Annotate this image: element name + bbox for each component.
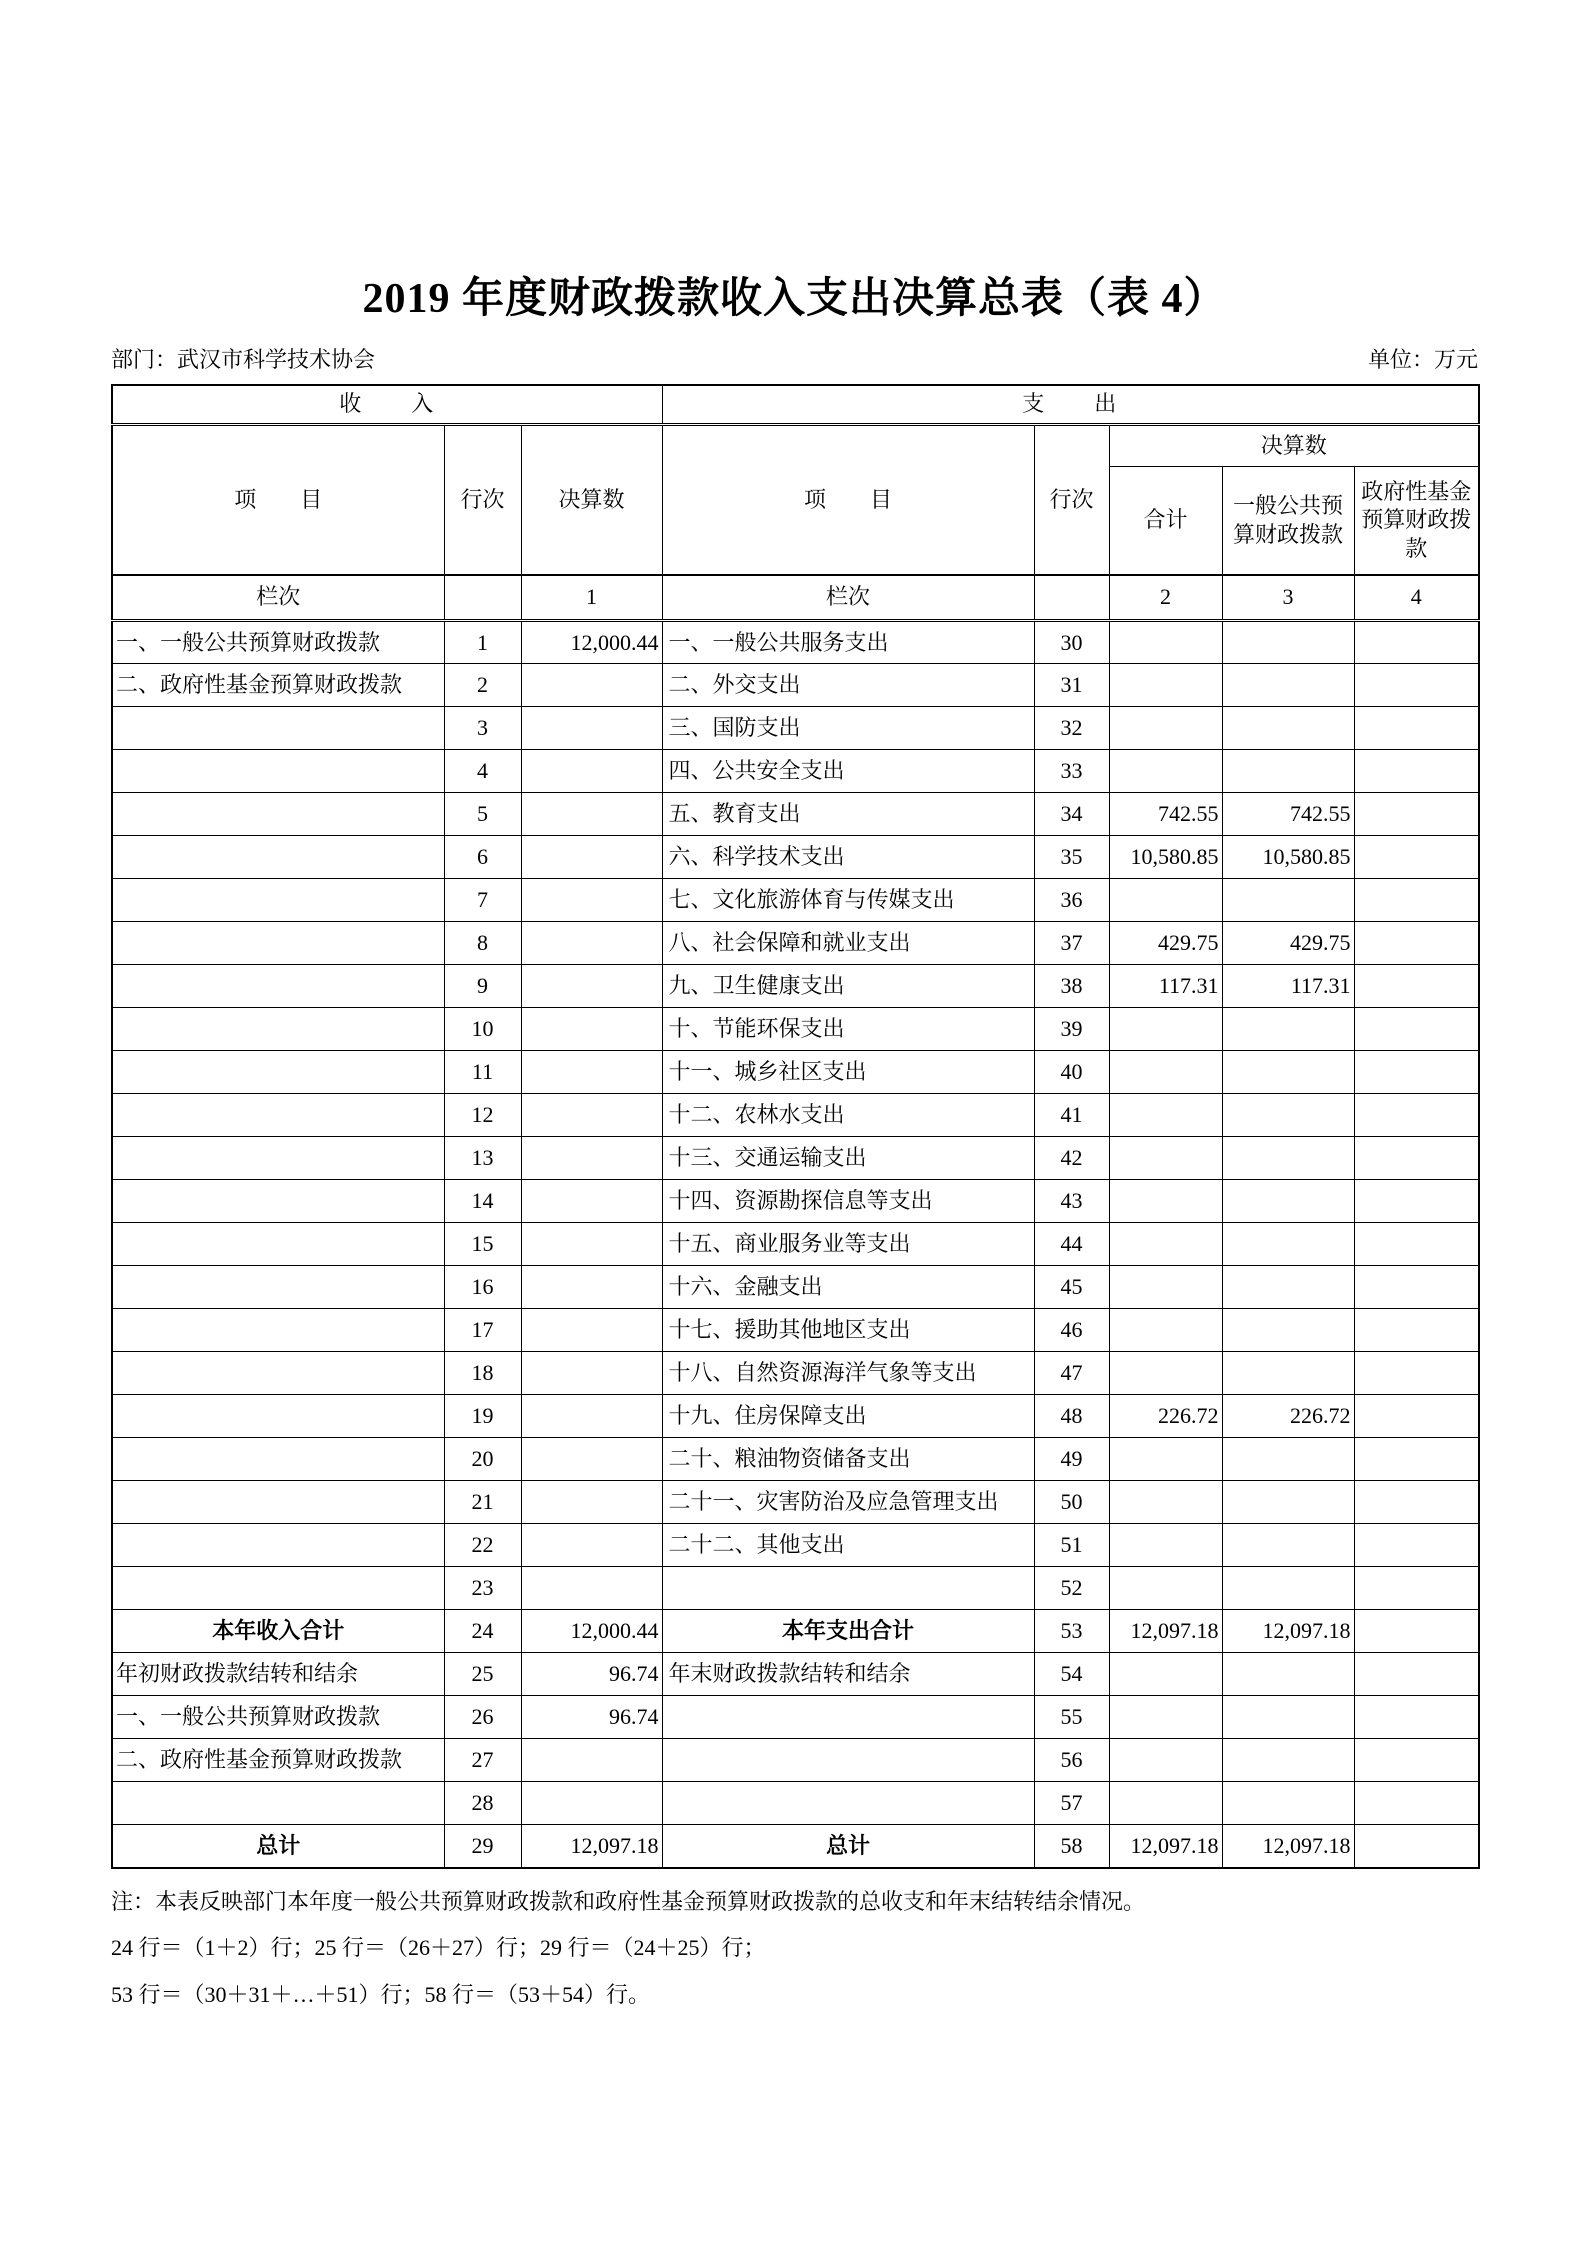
expense-gov-fund-cell xyxy=(1354,1008,1479,1051)
expense-item-cell: 十六、金融支出 xyxy=(662,1266,1034,1309)
table-row xyxy=(112,1352,1479,1395)
expense-gov-fund-cell xyxy=(1354,922,1479,965)
table-row xyxy=(112,1395,1479,1438)
expense-line-cell: 33 xyxy=(1034,750,1109,793)
income-item-cell: 年初财政拨款结转和结余 xyxy=(112,1653,444,1696)
expense-total-cell xyxy=(1109,1696,1222,1739)
expense-general-budget-cell xyxy=(1222,1438,1354,1481)
income-item-cell xyxy=(112,1309,444,1352)
expense-item-cell: 八、社会保障和就业支出 xyxy=(662,922,1034,965)
table-row xyxy=(112,1008,1479,1051)
expense-total-cell xyxy=(1109,1051,1222,1094)
expense-gov-fund-cell xyxy=(1354,1782,1479,1825)
income-item-cell xyxy=(112,1782,444,1825)
expense-gov-fund-cell xyxy=(1354,1223,1479,1266)
expense-item-cell xyxy=(662,1696,1034,1739)
expense-line-cell: 46 xyxy=(1034,1309,1109,1352)
table-row xyxy=(112,965,1479,1008)
income-line-cell: 20 xyxy=(444,1438,521,1481)
expense-total-cell: 226.72 xyxy=(1109,1395,1222,1438)
expense-item-cell xyxy=(662,1782,1034,1825)
expense-general-budget-cell: 226.72 xyxy=(1222,1395,1354,1438)
income-line-cell: 17 xyxy=(444,1309,521,1352)
table-row xyxy=(112,1610,1479,1653)
income-line-cell: 2 xyxy=(444,664,521,707)
total-column-header: 合计 xyxy=(1109,467,1222,575)
expense-item-cell: 十、节能环保支出 xyxy=(662,1008,1034,1051)
expense-general-budget-cell xyxy=(1222,1696,1354,1739)
expense-line-cell: 35 xyxy=(1034,836,1109,879)
table-row xyxy=(112,1782,1479,1825)
income-item-cell xyxy=(112,1395,444,1438)
income-amount-cell xyxy=(521,707,662,750)
expense-general-budget-cell xyxy=(1222,1352,1354,1395)
expense-general-budget-cell xyxy=(1222,1094,1354,1137)
income-line-cell: 8 xyxy=(444,922,521,965)
expense-general-budget-cell: 117.31 xyxy=(1222,965,1354,1008)
income-item-cell xyxy=(112,1567,444,1610)
column-index-2: 2 xyxy=(1109,575,1222,621)
meta-row xyxy=(111,343,1478,378)
income-line-cell: 12 xyxy=(444,1094,521,1137)
expense-gov-fund-cell xyxy=(1354,793,1479,836)
expense-line-cell: 41 xyxy=(1034,1094,1109,1137)
expense-item-cell: 三、国防支出 xyxy=(662,707,1034,750)
income-lanci-label: 栏次 xyxy=(112,575,444,621)
expense-total-cell xyxy=(1109,1567,1222,1610)
income-item-cell xyxy=(112,1352,444,1395)
expense-line-cell: 56 xyxy=(1034,1739,1109,1782)
expense-gov-fund-cell xyxy=(1354,1739,1479,1782)
expense-gov-fund-cell xyxy=(1354,1481,1479,1524)
income-amount-cell xyxy=(521,836,662,879)
column-index-3: 3 xyxy=(1222,575,1354,621)
income-item-cell xyxy=(112,836,444,879)
table-row xyxy=(112,1309,1479,1352)
income-item-cell xyxy=(112,1180,444,1223)
expense-general-budget-cell xyxy=(1222,1051,1354,1094)
income-line-cell: 15 xyxy=(444,1223,521,1266)
expense-total-cell xyxy=(1109,1223,1222,1266)
income-amount-cell xyxy=(521,1567,662,1610)
expense-item-cell: 七、文化旅游体育与传媒支出 xyxy=(662,879,1034,922)
expense-gov-fund-cell xyxy=(1354,750,1479,793)
table-row xyxy=(112,1438,1479,1481)
income-amount-cell xyxy=(521,922,662,965)
income-amount-cell xyxy=(521,1051,662,1094)
expense-total-cell: 12,097.18 xyxy=(1109,1825,1222,1868)
expense-total-cell xyxy=(1109,1653,1222,1696)
expense-gov-fund-cell xyxy=(1354,621,1479,664)
expense-line-cell: 49 xyxy=(1034,1438,1109,1481)
expense-line-cell: 39 xyxy=(1034,1008,1109,1051)
income-amount-cell xyxy=(521,1094,662,1137)
expense-item-cell: 一、一般公共服务支出 xyxy=(662,621,1034,664)
general-budget-column-header: 一般公共预算财政拨款 xyxy=(1222,467,1354,575)
expense-line-cell: 37 xyxy=(1034,922,1109,965)
income-line-cell: 24 xyxy=(444,1610,521,1653)
expense-line-cell: 32 xyxy=(1034,707,1109,750)
table-row xyxy=(112,621,1479,664)
income-line-cell: 27 xyxy=(444,1739,521,1782)
table-row xyxy=(112,793,1479,836)
table-row xyxy=(112,750,1479,793)
income-amount-header: 决算数 xyxy=(521,425,662,575)
expense-gov-fund-cell xyxy=(1354,1653,1479,1696)
income-line-cell: 19 xyxy=(444,1395,521,1438)
table-row xyxy=(112,1051,1479,1094)
income-item-cell xyxy=(112,922,444,965)
expense-line-cell: 55 xyxy=(1034,1696,1109,1739)
expense-total-cell xyxy=(1109,1008,1222,1051)
expense-item-cell: 十一、城乡社区支出 xyxy=(662,1051,1034,1094)
expense-general-budget-cell xyxy=(1222,707,1354,750)
income-line-cell: 28 xyxy=(444,1782,521,1825)
income-item-cell xyxy=(112,965,444,1008)
expense-line-cell: 58 xyxy=(1034,1825,1109,1868)
expense-total-cell xyxy=(1109,1481,1222,1524)
income-line-cell: 3 xyxy=(444,707,521,750)
expense-total-cell: 117.31 xyxy=(1109,965,1222,1008)
expense-general-budget-cell: 10,580.85 xyxy=(1222,836,1354,879)
expense-gov-fund-cell xyxy=(1354,1094,1479,1137)
expense-total-cell xyxy=(1109,1309,1222,1352)
expense-general-budget-cell xyxy=(1222,1008,1354,1051)
expense-general-budget-cell xyxy=(1222,621,1354,664)
expense-total-cell xyxy=(1109,1438,1222,1481)
expense-general-budget-cell xyxy=(1222,1481,1354,1524)
column-index-row xyxy=(112,575,1479,621)
expense-general-budget-cell xyxy=(1222,1309,1354,1352)
income-item-cell xyxy=(112,1266,444,1309)
expense-line-cell: 54 xyxy=(1034,1653,1109,1696)
income-line-cell: 23 xyxy=(444,1567,521,1610)
income-item-cell xyxy=(112,1094,444,1137)
income-item-cell: 二、政府性基金预算财政拨款 xyxy=(112,664,444,707)
income-amount-cell: 12,000.44 xyxy=(521,1610,662,1653)
income-item-cell: 一、一般公共预算财政拨款 xyxy=(112,1696,444,1739)
income-item-cell xyxy=(112,1438,444,1481)
department-label: 部门：武汉市科学技术协会 xyxy=(111,346,376,372)
expense-total-cell xyxy=(1109,1739,1222,1782)
expense-line-header: 行次 xyxy=(1034,425,1109,575)
expense-total-cell xyxy=(1109,750,1222,793)
income-line-cell: 25 xyxy=(444,1653,521,1696)
expense-gov-fund-cell xyxy=(1354,1696,1479,1739)
income-item-cell xyxy=(112,793,444,836)
expense-line-cell: 53 xyxy=(1034,1610,1109,1653)
expense-item-cell: 五、教育支出 xyxy=(662,793,1034,836)
table-body xyxy=(112,621,1479,1868)
expense-total-cell xyxy=(1109,1352,1222,1395)
table-row xyxy=(112,1739,1479,1782)
income-item-cell xyxy=(112,750,444,793)
income-amount-cell xyxy=(521,1524,662,1567)
income-amount-cell: 96.74 xyxy=(521,1653,662,1696)
expense-item-cell: 十二、农林水支出 xyxy=(662,1094,1034,1137)
expense-item-cell: 二十、粮油物资储备支出 xyxy=(662,1438,1034,1481)
income-amount-cell xyxy=(521,1782,662,1825)
expense-total-cell: 10,580.85 xyxy=(1109,836,1222,879)
table-row xyxy=(112,1481,1479,1524)
table-row xyxy=(112,1653,1479,1696)
income-amount-cell xyxy=(521,1137,662,1180)
expense-item-cell: 四、公共安全支出 xyxy=(662,750,1034,793)
expense-gov-fund-cell xyxy=(1354,1610,1479,1653)
expense-general-budget-cell xyxy=(1222,1653,1354,1696)
expense-item-cell: 年末财政拨款结转和结余 xyxy=(662,1653,1034,1696)
expense-item-cell: 十九、住房保障支出 xyxy=(662,1395,1034,1438)
expense-gov-fund-cell xyxy=(1354,1309,1479,1352)
expense-total-cell xyxy=(1109,1782,1222,1825)
expense-line-cell: 31 xyxy=(1034,664,1109,707)
income-line-cell: 1 xyxy=(444,621,521,664)
expense-line-cell: 40 xyxy=(1034,1051,1109,1094)
income-amount-cell xyxy=(521,1309,662,1352)
income-amount-cell: 12,000.44 xyxy=(521,621,662,664)
income-line-cell: 26 xyxy=(444,1696,521,1739)
expense-general-budget-cell: 742.55 xyxy=(1222,793,1354,836)
expense-line-cell: 38 xyxy=(1034,965,1109,1008)
income-lanci-line-cell xyxy=(444,575,521,621)
expense-gov-fund-cell xyxy=(1354,1137,1479,1180)
income-item-cell xyxy=(112,1008,444,1051)
expense-total-cell xyxy=(1109,879,1222,922)
expense-section-header: 支 出 xyxy=(662,385,1479,425)
expense-general-budget-cell xyxy=(1222,879,1354,922)
expense-item-cell: 本年支出合计 xyxy=(662,1610,1034,1653)
expense-total-cell xyxy=(1109,664,1222,707)
note-line-1: 注：本表反映部门本年度一般公共预算财政拨款和政府性基金预算财政拨款的总收支和年末结转结余情况。 xyxy=(111,1888,1146,1914)
income-line-cell: 14 xyxy=(444,1180,521,1223)
income-line-cell: 16 xyxy=(444,1266,521,1309)
expense-item-cell: 九、卫生健康支出 xyxy=(662,965,1034,1008)
expense-gov-fund-cell xyxy=(1354,1180,1479,1223)
expense-item-cell: 十七、援助其他地区支出 xyxy=(662,1309,1034,1352)
expense-line-cell: 47 xyxy=(1034,1352,1109,1395)
expense-total-cell xyxy=(1109,1094,1222,1137)
expense-item-cell: 二十一、灾害防治及应急管理支出 xyxy=(662,1481,1034,1524)
income-amount-cell xyxy=(521,1395,662,1438)
expense-item-cell: 总计 xyxy=(662,1825,1034,1868)
income-line-cell: 4 xyxy=(444,750,521,793)
expense-gov-fund-cell xyxy=(1354,1051,1479,1094)
expense-item-cell: 十三、交通运输支出 xyxy=(662,1137,1034,1180)
expense-general-budget-cell: 12,097.18 xyxy=(1222,1825,1354,1868)
expense-item-cell: 六、科学技术支出 xyxy=(662,836,1034,879)
expense-item-cell: 十八、自然资源海洋气象等支出 xyxy=(662,1352,1034,1395)
expense-gov-fund-cell xyxy=(1354,879,1479,922)
income-line-cell: 6 xyxy=(444,836,521,879)
income-line-cell: 18 xyxy=(444,1352,521,1395)
income-item-cell xyxy=(112,1223,444,1266)
income-line-cell: 5 xyxy=(444,793,521,836)
expense-gov-fund-cell xyxy=(1354,707,1479,750)
expense-gov-fund-cell xyxy=(1354,1524,1479,1567)
table-row xyxy=(112,1524,1479,1567)
table-row xyxy=(112,1266,1479,1309)
income-amount-cell: 96.74 xyxy=(521,1696,662,1739)
table-row xyxy=(112,922,1479,965)
expense-total-cell xyxy=(1109,1266,1222,1309)
expense-line-cell: 34 xyxy=(1034,793,1109,836)
note-line-3: 53 行＝（30＋31＋…＋51）行；58 行＝（53＋54）行。 xyxy=(111,1982,651,2008)
income-item-header: 项 目 xyxy=(112,425,444,575)
table-row xyxy=(112,1180,1479,1223)
expense-line-cell: 45 xyxy=(1034,1266,1109,1309)
expense-item-cell: 二十二、其他支出 xyxy=(662,1524,1034,1567)
income-line-cell: 9 xyxy=(444,965,521,1008)
expense-general-budget-cell xyxy=(1222,1782,1354,1825)
expense-item-cell: 二、外交支出 xyxy=(662,664,1034,707)
document-content xyxy=(111,270,1478,2027)
expense-line-cell: 51 xyxy=(1034,1524,1109,1567)
income-amount-cell: 12,097.18 xyxy=(521,1825,662,1868)
expense-gov-fund-cell xyxy=(1354,1438,1479,1481)
section-header-row xyxy=(112,385,1479,425)
expense-total-cell xyxy=(1109,1137,1222,1180)
income-item-cell: 二、政府性基金预算财政拨款 xyxy=(112,1739,444,1782)
table-row xyxy=(112,1137,1479,1180)
income-item-cell xyxy=(112,1524,444,1567)
gov-fund-column-header: 政府性基金预算财政拨款 xyxy=(1354,467,1479,575)
expense-line-cell: 44 xyxy=(1034,1223,1109,1266)
expense-lanci-label: 栏次 xyxy=(662,575,1034,621)
expense-gov-fund-cell xyxy=(1354,1395,1479,1438)
expense-line-cell: 30 xyxy=(1034,621,1109,664)
expense-general-budget-cell xyxy=(1222,1180,1354,1223)
expense-general-budget-cell xyxy=(1222,1266,1354,1309)
income-line-cell: 10 xyxy=(444,1008,521,1051)
income-amount-cell xyxy=(521,750,662,793)
expense-lanci-line-cell xyxy=(1034,575,1109,621)
expense-line-cell: 52 xyxy=(1034,1567,1109,1610)
income-line-header: 行次 xyxy=(444,425,521,575)
expense-total-cell: 429.75 xyxy=(1109,922,1222,965)
column-header-row xyxy=(112,425,1479,467)
expense-total-cell xyxy=(1109,621,1222,664)
income-amount-cell xyxy=(521,1438,662,1481)
expense-general-budget-cell xyxy=(1222,1567,1354,1610)
page-title: 2019 年度财政拨款收入支出决算总表（表 4） xyxy=(362,276,1227,322)
table-row xyxy=(112,1696,1479,1739)
income-amount-cell xyxy=(521,1481,662,1524)
income-section-header: 收 入 xyxy=(112,385,662,425)
expense-general-budget-cell xyxy=(1222,1223,1354,1266)
income-line-cell: 11 xyxy=(444,1051,521,1094)
unit-label: 单位：万元 xyxy=(1367,346,1478,372)
income-item-cell xyxy=(112,707,444,750)
income-amount-cell xyxy=(521,1739,662,1782)
income-amount-cell xyxy=(521,664,662,707)
income-line-cell: 29 xyxy=(444,1825,521,1868)
expense-gov-fund-cell xyxy=(1354,1567,1479,1610)
income-amount-cell xyxy=(521,1223,662,1266)
footer-notes xyxy=(111,1887,1478,2010)
table-row xyxy=(112,1567,1479,1610)
table-row xyxy=(112,707,1479,750)
table-row xyxy=(112,879,1479,922)
expense-amount-header: 决算数 xyxy=(1109,425,1479,467)
table-row xyxy=(112,1825,1479,1868)
income-amount-cell xyxy=(521,965,662,1008)
income-amount-cell xyxy=(521,879,662,922)
expense-line-cell: 50 xyxy=(1034,1481,1109,1524)
note-line-2: 24 行＝（1＋2）行；25 行＝（26＋27）行；29 行＝（24＋25）行； xyxy=(111,1935,766,1961)
expense-gov-fund-cell xyxy=(1354,664,1479,707)
expense-item-cell: 十五、商业服务业等支出 xyxy=(662,1223,1034,1266)
income-line-cell: 21 xyxy=(444,1481,521,1524)
table-row xyxy=(112,1223,1479,1266)
expense-line-cell: 57 xyxy=(1034,1782,1109,1825)
expense-general-budget-cell xyxy=(1222,1524,1354,1567)
table-row xyxy=(112,664,1479,707)
expense-gov-fund-cell xyxy=(1354,1825,1479,1868)
income-item-cell xyxy=(112,879,444,922)
expense-line-cell: 36 xyxy=(1034,879,1109,922)
income-item-cell xyxy=(112,1137,444,1180)
expense-total-cell: 12,097.18 xyxy=(1109,1610,1222,1653)
expense-total-cell xyxy=(1109,1180,1222,1223)
expense-gov-fund-cell xyxy=(1354,1266,1479,1309)
income-item-cell xyxy=(112,1481,444,1524)
expense-line-cell: 48 xyxy=(1034,1395,1109,1438)
expense-general-budget-cell: 429.75 xyxy=(1222,922,1354,965)
expense-item-header: 项 目 xyxy=(662,425,1034,575)
expense-line-cell: 43 xyxy=(1034,1180,1109,1223)
expense-gov-fund-cell xyxy=(1354,1352,1479,1395)
expense-line-cell: 42 xyxy=(1034,1137,1109,1180)
expense-total-cell xyxy=(1109,707,1222,750)
income-item-cell: 总计 xyxy=(112,1825,444,1868)
expense-item-cell xyxy=(662,1739,1034,1782)
expense-item-cell: 十四、资源勘探信息等支出 xyxy=(662,1180,1034,1223)
expense-item-cell xyxy=(662,1567,1034,1610)
income-line-cell: 7 xyxy=(444,879,521,922)
expense-general-budget-cell xyxy=(1222,1739,1354,1782)
table-row xyxy=(112,1094,1479,1137)
income-amount-cell xyxy=(521,793,662,836)
table-row xyxy=(112,836,1479,879)
income-item-cell xyxy=(112,1051,444,1094)
expense-gov-fund-cell xyxy=(1354,965,1479,1008)
income-item-cell: 一、一般公共预算财政拨款 xyxy=(112,621,444,664)
column-index-1: 1 xyxy=(521,575,662,621)
income-amount-cell xyxy=(521,1352,662,1395)
income-line-cell: 22 xyxy=(444,1524,521,1567)
expense-gov-fund-cell xyxy=(1354,836,1479,879)
expense-total-cell: 742.55 xyxy=(1109,793,1222,836)
expense-general-budget-cell xyxy=(1222,664,1354,707)
fiscal-table xyxy=(111,384,1480,1869)
column-index-4: 4 xyxy=(1354,575,1479,621)
income-item-cell: 本年收入合计 xyxy=(112,1610,444,1653)
income-amount-cell xyxy=(521,1008,662,1051)
income-amount-cell xyxy=(521,1266,662,1309)
income-line-cell: 13 xyxy=(444,1137,521,1180)
expense-general-budget-cell xyxy=(1222,1137,1354,1180)
income-amount-cell xyxy=(521,1180,662,1223)
expense-general-budget-cell: 12,097.18 xyxy=(1222,1610,1354,1653)
expense-general-budget-cell xyxy=(1222,750,1354,793)
expense-total-cell xyxy=(1109,1524,1222,1567)
